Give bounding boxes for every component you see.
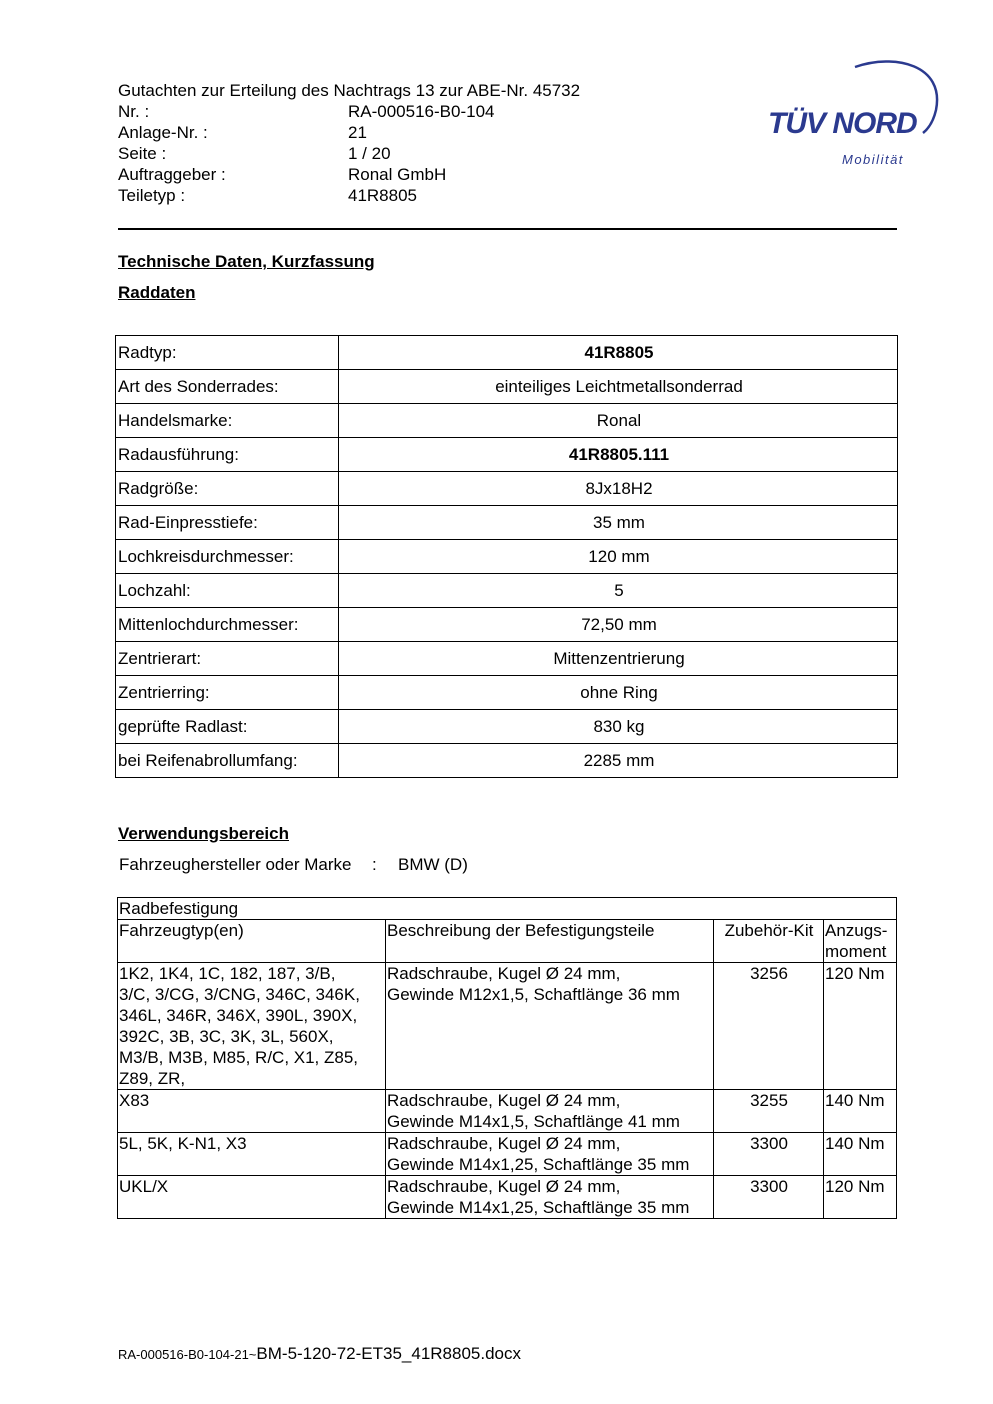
- table-row: [118, 1176, 897, 1219]
- tuv-nord-logo: [760, 55, 945, 175]
- header-value: 1 / 20: [348, 144, 391, 163]
- table-row: [116, 472, 898, 506]
- raddaten-value: Mittenzentrierung: [339, 642, 898, 676]
- column-header: Anzugs- moment: [824, 920, 897, 963]
- table-row: [116, 744, 898, 778]
- table-title-row: [118, 898, 897, 920]
- header-value: 41R8805: [348, 186, 418, 205]
- accessory-kit: 3300: [714, 1133, 824, 1176]
- header-key: Seite :: [118, 144, 167, 163]
- header-row-auftraggeber: [118, 164, 678, 185]
- table-row: [118, 1090, 897, 1133]
- maker-separator: :: [372, 855, 377, 874]
- tightening-torque: 120 Nm: [824, 1176, 897, 1219]
- vehicle-maker-line: [119, 855, 468, 875]
- section-heading-tech: Technische Daten, Kurzfassung: [118, 252, 375, 271]
- raddaten-value: 41R8805: [339, 336, 898, 370]
- raddaten-key: Handelsmarke:: [116, 404, 339, 438]
- raddaten-value: 830 kg: [339, 710, 898, 744]
- section-heading-raddaten: Raddaten: [118, 283, 196, 302]
- header-key: Nr. :: [118, 102, 150, 121]
- header-key: Auftraggeber :: [118, 165, 226, 184]
- raddaten-key: Mittenlochdurchmesser:: [116, 608, 339, 642]
- table-row: [116, 438, 898, 472]
- document-title: Gutachten zur Erteilung des Nachtrags 13 zur ABE-Nr. 45732: [118, 81, 581, 100]
- fastening-description: Radschraube, Kugel Ø 24 mm, Gewinde M14x1,25, Schaftlänge 35 mm: [386, 1176, 714, 1219]
- fastening-description: Radschraube, Kugel Ø 24 mm, Gewinde M14x1,5, Schaftlänge 41 mm: [386, 1090, 714, 1133]
- raddaten-value: 8Jx18H2: [339, 472, 898, 506]
- tightening-torque: 140 Nm: [824, 1090, 897, 1133]
- raddaten-key: bei Reifenabrollumfang:: [116, 744, 339, 778]
- header-row-teiletyp: [118, 185, 678, 206]
- accessory-kit: 3255: [714, 1090, 824, 1133]
- logo-wordmark: TÜV NORD: [768, 107, 917, 140]
- header-divider: [118, 228, 897, 230]
- vehicle-types: UKL/X: [118, 1176, 386, 1219]
- table-row: [116, 574, 898, 608]
- fastening-description: Radschraube, Kugel Ø 24 mm, Gewinde M14x1,25, Schaftlänge 35 mm: [386, 1133, 714, 1176]
- raddaten-value: 72,50 mm: [339, 608, 898, 642]
- table-row: [116, 404, 898, 438]
- table-row: [118, 1133, 897, 1176]
- raddaten-key: Zentrierart:: [116, 642, 339, 676]
- raddaten-table: [115, 335, 898, 778]
- header-row-anlage: [118, 122, 678, 143]
- footer-reference: RA-000516-B0-104-21~: [118, 1347, 257, 1362]
- raddaten-value: einteiliges Leichtmetallsonderrad: [339, 370, 898, 404]
- raddaten-value: Ronal: [339, 404, 898, 438]
- header-value: Ronal GmbH: [348, 165, 447, 184]
- raddaten-value: 120 mm: [339, 540, 898, 574]
- document-footer: [118, 1344, 521, 1364]
- footer-filename: BM-5-120-72-ET35_41R8805.docx: [256, 1344, 522, 1363]
- raddaten-value: 2285 mm: [339, 744, 898, 778]
- raddaten-key: geprüfte Radlast:: [116, 710, 339, 744]
- raddaten-key: Art des Sonderrades:: [116, 370, 339, 404]
- column-header: Fahrzeugtyp(en): [118, 920, 386, 963]
- document-header: [118, 80, 678, 206]
- table-header-row: [118, 920, 897, 963]
- column-header: Zubehör-Kit: [714, 920, 824, 963]
- column-header: Beschreibung der Befestigungsteile: [386, 920, 714, 963]
- vehicle-types: 5L, 5K, K-N1, X3: [118, 1133, 386, 1176]
- header-value: RA-000516-B0-104: [348, 102, 495, 121]
- header-value: 21: [348, 123, 367, 142]
- raddaten-key: Lochzahl:: [116, 574, 339, 608]
- maker-value: BMW (D): [398, 855, 468, 874]
- raddaten-value: 41R8805.111: [339, 438, 898, 472]
- raddaten-key: Zentrierring:: [116, 676, 339, 710]
- tightening-torque: 140 Nm: [824, 1133, 897, 1176]
- raddaten-value: 35 mm: [339, 506, 898, 540]
- fastening-description: Radschraube, Kugel Ø 24 mm, Gewinde M12x1,5, Schaftlänge 36 mm: [386, 963, 714, 1090]
- accessory-kit: 3300: [714, 1176, 824, 1219]
- table-row: [116, 506, 898, 540]
- logo-subtitle: Mobilität: [842, 152, 904, 167]
- vehicle-types: X83: [118, 1090, 386, 1133]
- table-title: Radbefestigung: [118, 898, 897, 920]
- raddaten-key: Radtyp:: [116, 336, 339, 370]
- raddaten-value: ohne Ring: [339, 676, 898, 710]
- header-key: Teiletyp :: [118, 186, 186, 205]
- raddaten-key: Radausführung:: [116, 438, 339, 472]
- befestigung-table: [117, 897, 897, 1219]
- table-row: [116, 370, 898, 404]
- table-row: [116, 710, 898, 744]
- header-row-nr: [118, 101, 678, 122]
- raddaten-key: Rad-Einpresstiefe:: [116, 506, 339, 540]
- header-key: Anlage-Nr. :: [118, 123, 208, 142]
- table-row: [116, 608, 898, 642]
- table-row: [118, 963, 897, 1090]
- raddaten-key: Lochkreisdurchmesser:: [116, 540, 339, 574]
- tightening-torque: 120 Nm: [824, 963, 897, 1090]
- raddaten-value: 5: [339, 574, 898, 608]
- maker-key: Fahrzeughersteller oder Marke: [119, 855, 352, 874]
- vehicle-types: 1K2, 1K4, 1C, 182, 187, 3/B, 3/C, 3/CG, 3/CNG, 346C, 346K, 346L, 346R, 346X, 390L, 390X, 392C, 3B, 3C, 3K, 3L, 560X, M3/B, M3B, M85, R/C, X1, Z85, Z89, ZR,: [118, 963, 386, 1090]
- table-row: [116, 336, 898, 370]
- table-row: [116, 676, 898, 710]
- accessory-kit: 3256: [714, 963, 824, 1090]
- header-row-seite: [118, 143, 678, 164]
- table-row: [116, 540, 898, 574]
- raddaten-key: Radgröße:: [116, 472, 339, 506]
- table-row: [116, 642, 898, 676]
- section-heading-verwendung: Verwendungsbereich: [118, 824, 289, 843]
